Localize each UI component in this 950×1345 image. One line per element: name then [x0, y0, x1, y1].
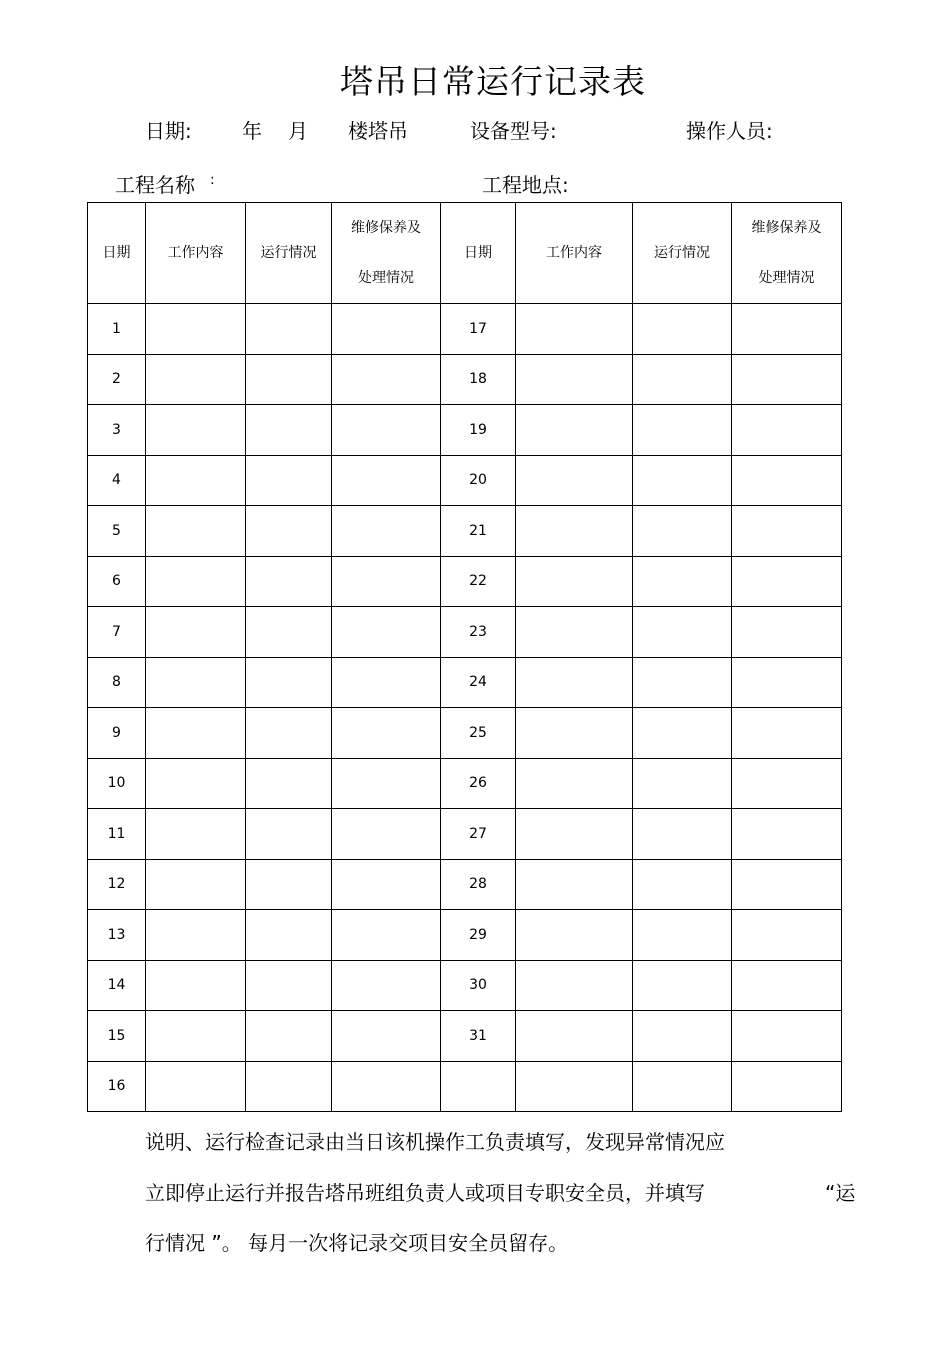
blank-cell	[633, 910, 732, 961]
blank-cell	[633, 859, 732, 910]
note-line-2: 立即停止运行并报告塔吊班组负责人或项目专职安全员，并填写	[145, 1181, 705, 1205]
blank-cell	[633, 304, 732, 355]
day-number-left: 5	[88, 506, 146, 557]
day-number-right: 23	[441, 607, 516, 658]
day-number-right: 20	[441, 455, 516, 506]
col-status-left: 运行情况	[246, 203, 332, 304]
day-number-left: 16	[88, 1061, 146, 1112]
day-number-right: 25	[441, 708, 516, 759]
table-row	[88, 859, 842, 910]
table-row	[88, 405, 842, 456]
table-row	[88, 758, 842, 809]
blank-cell	[633, 758, 732, 809]
blank-cell	[633, 1061, 732, 1112]
blank-cell	[332, 657, 441, 708]
day-number-left: 2	[88, 354, 146, 405]
blank-cell	[246, 1061, 332, 1112]
table-row	[88, 960, 842, 1011]
blank-cell	[516, 607, 633, 658]
blank-cell	[146, 809, 246, 860]
header-row	[88, 203, 842, 304]
table-row	[88, 607, 842, 658]
blank-cell	[246, 910, 332, 961]
operator-label: 操作人员:	[686, 119, 773, 143]
blank-cell	[332, 455, 441, 506]
blank-cell	[246, 506, 332, 557]
blank-cell	[516, 1061, 633, 1112]
blank-cell	[146, 708, 246, 759]
blank-cell	[246, 809, 332, 860]
blank-cell	[332, 859, 441, 910]
blank-cell	[732, 1061, 842, 1112]
day-number-right: 26	[441, 758, 516, 809]
blank-cell	[332, 556, 441, 607]
blank-cell	[146, 405, 246, 456]
blank-cell	[633, 1011, 732, 1062]
blank-cell	[332, 405, 441, 456]
blank-cell	[633, 506, 732, 557]
blank-cell	[246, 354, 332, 405]
blank-cell	[732, 455, 842, 506]
day-number-right	[441, 1061, 516, 1112]
blank-cell	[732, 405, 842, 456]
blank-cell	[332, 809, 441, 860]
blank-cell	[246, 556, 332, 607]
day-number-left: 13	[88, 910, 146, 961]
day-number-right: 31	[441, 1011, 516, 1062]
blank-cell	[516, 708, 633, 759]
blank-cell	[332, 607, 441, 658]
table-row	[88, 809, 842, 860]
blank-cell	[246, 304, 332, 355]
day-number-right: 18	[441, 354, 516, 405]
blank-cell	[516, 455, 633, 506]
blank-cell	[332, 910, 441, 961]
blank-cell	[146, 657, 246, 708]
blank-cell	[246, 758, 332, 809]
project-name-label: 工程名称	[115, 173, 195, 197]
blank-cell	[146, 960, 246, 1011]
blank-cell	[732, 607, 842, 658]
blank-cell	[146, 1061, 246, 1112]
model-label: 设备型号:	[470, 119, 557, 143]
blank-cell	[633, 405, 732, 456]
table-row	[88, 506, 842, 557]
blank-cell	[732, 809, 842, 860]
blank-cell	[332, 1011, 441, 1062]
table-row	[88, 556, 842, 607]
table-row	[88, 1061, 842, 1112]
col-date-right: 日期	[441, 203, 516, 304]
blank-cell	[633, 556, 732, 607]
note-line-3: 行情况 ”。 每月一次将记录交项目安全员留存。	[145, 1231, 569, 1255]
table-row	[88, 708, 842, 759]
day-number-right: 28	[441, 859, 516, 910]
blank-cell	[246, 1011, 332, 1062]
blank-cell	[633, 960, 732, 1011]
table-row	[88, 657, 842, 708]
blank-cell	[332, 1061, 441, 1112]
day-number-right: 24	[441, 657, 516, 708]
blank-cell	[332, 506, 441, 557]
blank-cell	[633, 657, 732, 708]
blank-cell	[246, 708, 332, 759]
table-row	[88, 1011, 842, 1062]
blank-cell	[633, 809, 732, 860]
day-number-left: 9	[88, 708, 146, 759]
blank-cell	[516, 1011, 633, 1062]
table-row	[88, 910, 842, 961]
log-table	[87, 202, 842, 1112]
col-date-left: 日期	[88, 203, 146, 304]
crane-label: 楼塔吊	[348, 119, 408, 143]
blank-cell	[516, 960, 633, 1011]
col-work-left: 工作内容	[146, 203, 246, 304]
day-number-right: 29	[441, 910, 516, 961]
blank-cell	[246, 405, 332, 456]
blank-cell	[246, 607, 332, 658]
day-number-right: 17	[441, 304, 516, 355]
day-number-left: 7	[88, 607, 146, 658]
blank-cell	[732, 758, 842, 809]
blank-cell	[516, 556, 633, 607]
year-label: 年	[242, 119, 262, 143]
blank-cell	[146, 910, 246, 961]
note-line-2-tail: “运	[825, 1181, 856, 1205]
blank-cell	[732, 960, 842, 1011]
blank-cell	[516, 354, 633, 405]
table-row	[88, 304, 842, 355]
blank-cell	[146, 859, 246, 910]
blank-cell	[246, 960, 332, 1011]
date-label: 日期:	[145, 119, 192, 143]
day-number-left: 4	[88, 455, 146, 506]
blank-cell	[516, 758, 633, 809]
blank-cell	[332, 354, 441, 405]
blank-cell	[633, 708, 732, 759]
blank-cell	[732, 556, 842, 607]
table-row	[88, 455, 842, 506]
blank-cell	[246, 455, 332, 506]
blank-cell	[732, 354, 842, 405]
blank-cell	[332, 304, 441, 355]
day-number-left: 3	[88, 405, 146, 456]
blank-cell	[516, 809, 633, 860]
day-number-left: 14	[88, 960, 146, 1011]
day-number-left: 1	[88, 304, 146, 355]
day-number-left: 15	[88, 1011, 146, 1062]
blank-cell	[633, 455, 732, 506]
blank-cell	[146, 304, 246, 355]
blank-cell	[732, 304, 842, 355]
day-number-left: 10	[88, 758, 146, 809]
month-label: 月	[288, 119, 308, 143]
blank-cell	[516, 405, 633, 456]
blank-cell	[516, 859, 633, 910]
blank-cell	[146, 506, 246, 557]
day-number-left: 11	[88, 809, 146, 860]
blank-cell	[516, 304, 633, 355]
blank-cell	[633, 354, 732, 405]
col-status-right: 运行情况	[633, 203, 732, 304]
day-number-left: 6	[88, 556, 146, 607]
blank-cell	[146, 354, 246, 405]
note-line-1: 说明、运行检查记录由当日该机操作工负责填写，发现异常情况应	[145, 1130, 725, 1154]
blank-cell	[732, 708, 842, 759]
col-maint-left: 维修保养及 处理情况	[332, 203, 441, 304]
day-number-left: 8	[88, 657, 146, 708]
blank-cell	[732, 506, 842, 557]
blank-cell	[332, 708, 441, 759]
blank-cell	[146, 455, 246, 506]
blank-cell	[246, 859, 332, 910]
blank-cell	[246, 657, 332, 708]
blank-cell	[146, 758, 246, 809]
blank-cell	[146, 607, 246, 658]
day-number-right: 27	[441, 809, 516, 860]
blank-cell	[516, 657, 633, 708]
blank-cell	[732, 1011, 842, 1062]
day-number-left: 12	[88, 859, 146, 910]
project-location-label: 工程地点:	[482, 173, 569, 197]
day-number-right: 19	[441, 405, 516, 456]
col-work-right: 工作内容	[516, 203, 633, 304]
page-title: 塔吊日常运行记录表	[340, 62, 646, 101]
table-row	[88, 354, 842, 405]
blank-cell	[732, 859, 842, 910]
day-number-right: 21	[441, 506, 516, 557]
project-name-colon: :	[210, 172, 215, 188]
blank-cell	[732, 657, 842, 708]
blank-cell	[516, 910, 633, 961]
blank-cell	[146, 556, 246, 607]
blank-cell	[633, 607, 732, 658]
blank-cell	[332, 758, 441, 809]
blank-cell	[516, 506, 633, 557]
col-maint-right: 维修保养及 处理情况	[732, 203, 842, 304]
blank-cell	[332, 960, 441, 1011]
blank-cell	[146, 1011, 246, 1062]
day-number-right: 30	[441, 960, 516, 1011]
blank-cell	[732, 910, 842, 961]
day-number-right: 22	[441, 556, 516, 607]
